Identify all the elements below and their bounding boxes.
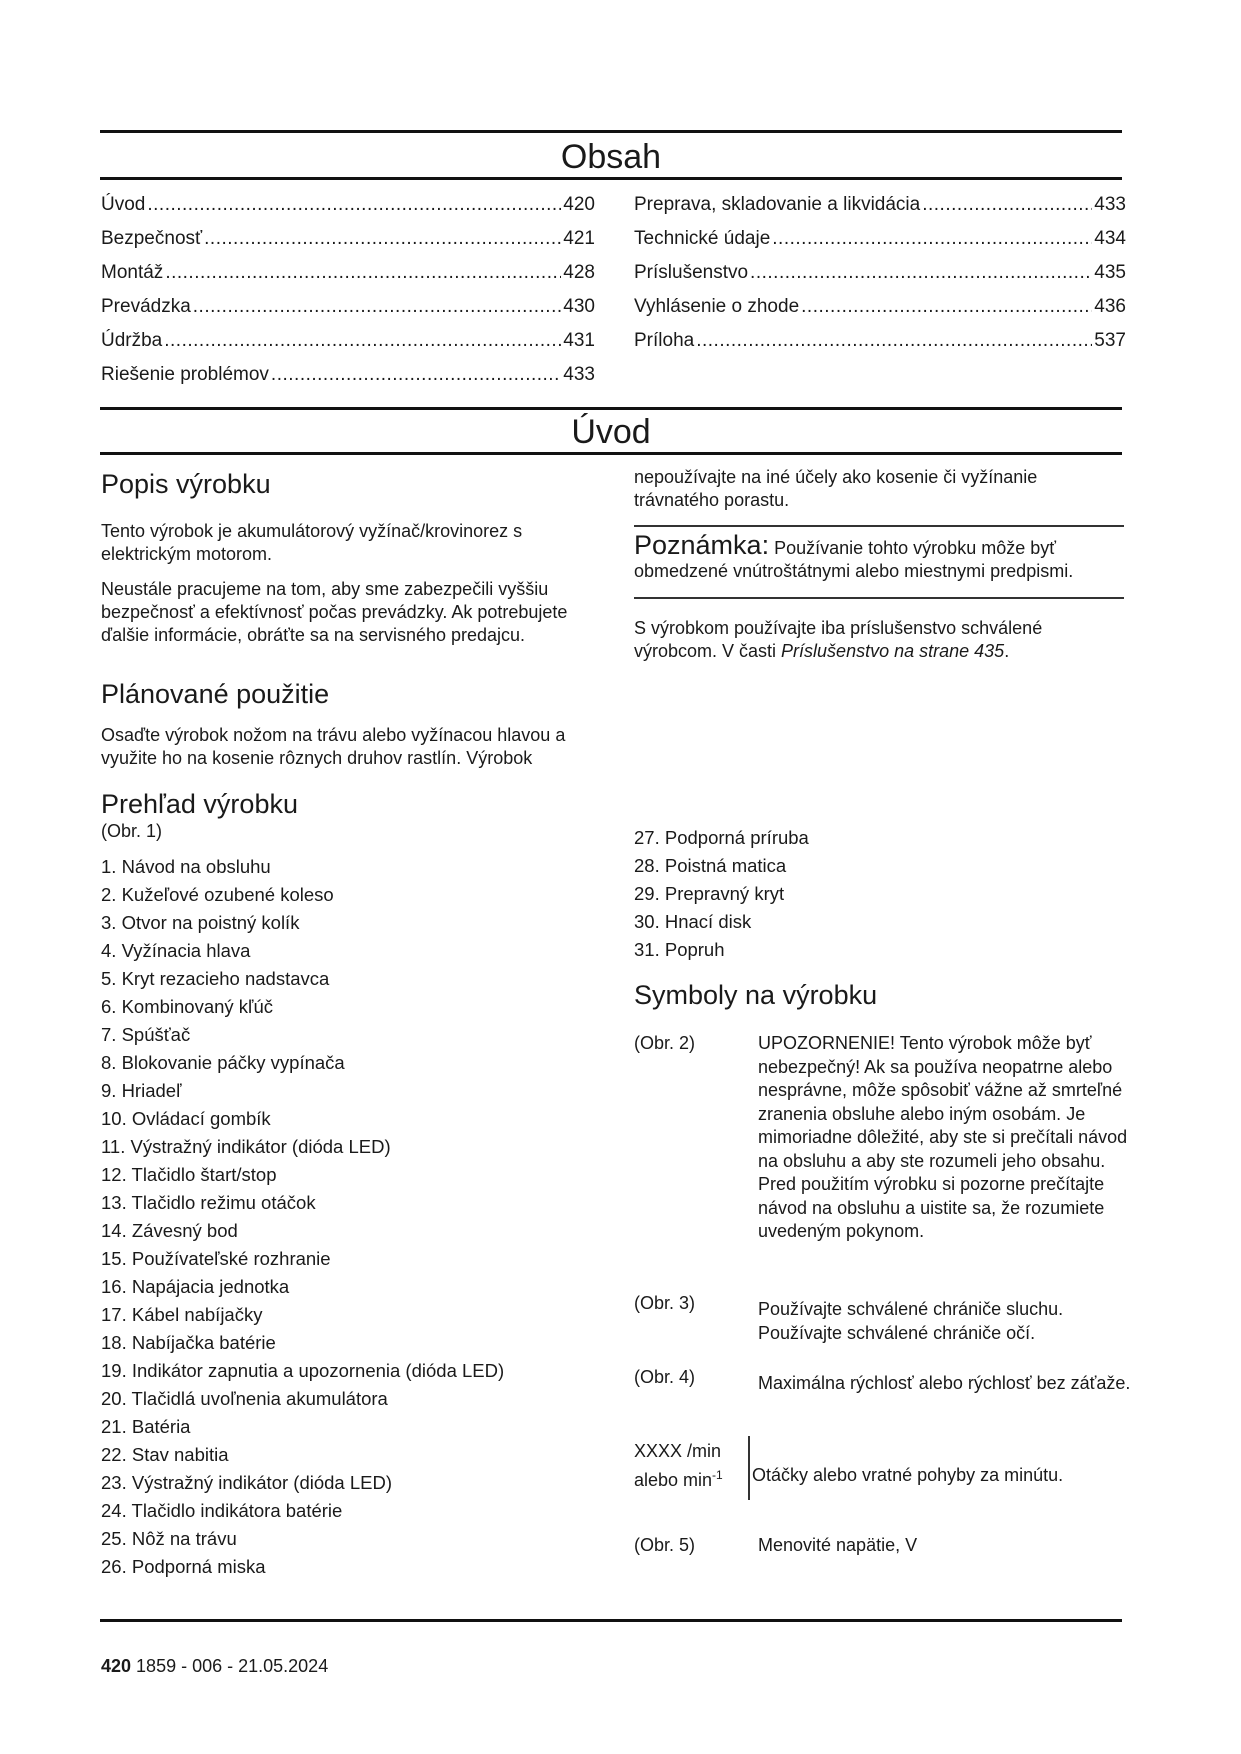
list-item: 16. Napájacia jednotka <box>101 1276 290 1297</box>
toc-leader-dots <box>164 324 561 358</box>
toc-entry-label: Bezpečnosť <box>101 228 203 249</box>
toc-leader-dots <box>696 324 1092 358</box>
toc-leader-dots <box>750 256 1092 290</box>
toc-title-rule <box>100 177 1122 180</box>
list-item: 23. Výstražný indikátor (dióda LED) <box>101 1472 392 1493</box>
symbol-description: Otáčky alebo vratné pohyby za minútu. <box>752 1465 1064 1485</box>
intended-use-text-cont: nepoužívajte na iné účely ako kosenie či vyžínanie trávnatého porastu. <box>634 467 1038 510</box>
toc-leader-dots <box>165 256 561 290</box>
intended-use-text: Osaďte výrobok nožom na trávu alebo vyžínacou hlavou a využite ho na kosenie rôznych druhov rastlín. Výrobok <box>101 725 566 768</box>
list-item: 15. Používateľské rozhranie <box>101 1248 331 1269</box>
product-description-heading: Popis výrobku <box>101 469 271 499</box>
toc-leader-dots <box>271 358 561 392</box>
symbol-ref: (Obr. 2) <box>634 1033 696 1053</box>
intro-title: Úvod <box>571 413 651 451</box>
symbol-divider <box>748 1436 750 1500</box>
symbol-description: Maximálna rýchlosť alebo rýchlosť bez záťaže. <box>758 1373 1131 1393</box>
product-overview-heading: Prehľad výrobku <box>101 789 298 819</box>
toc-entry-page: 435 <box>1094 262 1126 283</box>
list-item: 17. Kábel nabíjačky <box>101 1304 263 1325</box>
toc-entry-label: Preprava, skladovanie a likvidácia <box>634 194 921 215</box>
toc-entry-label: Riešenie problémov <box>101 364 269 385</box>
toc-entry-page: 433 <box>1094 194 1126 215</box>
toc-entry-page: 421 <box>563 228 595 249</box>
list-item: 3. Otvor na poistný kolík <box>101 912 300 933</box>
list-item: 10. Ovládací gombík <box>101 1108 271 1129</box>
list-item: 29. Prepravný kryt <box>634 883 785 904</box>
toc-title: Obsah <box>560 138 662 176</box>
list-item: 12. Tlačidlo štart/stop <box>101 1164 277 1185</box>
product-overview-continued <box>634 824 1126 964</box>
toc-entry-label: Údržba <box>101 330 163 351</box>
toc-entry-label: Prevádzka <box>101 296 191 317</box>
toc-entry[interactable] <box>634 222 1126 256</box>
symbol-ref-line2: alebo min <box>634 1469 713 1490</box>
toc-entry-label: Príslušenstvo <box>634 262 749 283</box>
note-label: Poznámka: <box>634 530 770 560</box>
symbol-ref: (Obr. 5) <box>634 1535 696 1555</box>
accessories-link[interactable]: Príslušenstvo na strane 435 <box>781 641 1005 661</box>
list-item: 28. Poistná matica <box>634 855 787 876</box>
product-description-p2: Neustále pracujeme na tom, aby sme zabezpečili vyššiu bezpečnosť a efektívnosť počas prevádzky. Ak potrebujete ďalšie informácie, obráťte sa na servisného predajcu. <box>101 579 568 645</box>
intended-use <box>101 678 601 770</box>
toc-entry-label: Príloha <box>634 330 695 351</box>
list-item: 31. Popruh <box>634 939 725 960</box>
toc-entry[interactable] <box>634 290 1126 324</box>
footer-rule <box>100 1619 1122 1622</box>
list-item: 18. Nabíjačka batérie <box>101 1332 276 1353</box>
toc-entry-page: 428 <box>563 262 595 283</box>
accessories-text: S výrobkom používajte iba príslušenstvo schválené výrobcom. V časti <box>634 618 1043 661</box>
list-item: 2. Kužeľové ozubené koleso <box>101 884 334 905</box>
list-item: 24. Tlačidlo indikátora batérie <box>101 1500 343 1521</box>
toc-entry[interactable] <box>634 188 1126 222</box>
intro-title-rule <box>100 452 1122 455</box>
list-item: 14. Závesný bod <box>101 1220 238 1241</box>
toc-entry-page: 433 <box>563 364 595 385</box>
toc-entry-label: Montáž <box>101 262 164 283</box>
toc-entry-page: 434 <box>1094 228 1126 249</box>
product-description-p1: Tento výrobok je akumulátorový vyžínač/krovinorez s elektrickým motorom. <box>101 521 523 564</box>
toc-entry-page: 430 <box>563 296 595 317</box>
symbol-description: UPOZORNENIE! Tento výrobok môže byť nebezpečný! Ak sa používa neopatrne alebo nesprávne, môže spôsobiť vážne až smrteľné zranenia obsluhe alebo iným osobám. Je mimoriadne dôležité, aby ste si prečítali návod na obsluhu a aby ste rozumeli jeho obsahu. Pred použitím výrobku si pozorne prečítajte návod na obsluhu a uistite sa, že rozumiete uvedeným pokynom. <box>758 1033 1128 1241</box>
list-item: 20. Tlačidlá uvoľnenia akumulátora <box>101 1388 388 1409</box>
toc-leader-dots <box>204 222 561 256</box>
list-item: 11. Výstražný indikátor (dióda LED) <box>101 1136 391 1157</box>
product-overview <box>101 788 601 1581</box>
symbol-ref <box>634 1440 744 1492</box>
footer-page-number: 420 <box>101 1656 132 1676</box>
list-item: 22. Stav nabitia <box>101 1444 229 1465</box>
toc-entry-label: Úvod <box>101 194 146 215</box>
list-item: 27. Podporná príruba <box>634 827 809 848</box>
toc-entry-page: 436 <box>1094 296 1126 317</box>
list-item: 5. Kryt rezacieho nadstavca <box>101 968 330 989</box>
top-rule <box>100 130 1122 133</box>
list-item: 7. Spúšťač <box>101 1024 191 1045</box>
toc-entry[interactable] <box>101 324 595 358</box>
accessories-end: . <box>1004 641 1010 661</box>
page-footer <box>101 1656 328 1677</box>
note-text: Používanie tohto výrobku môže byť obmedzené vnútroštátnymi alebo miestnymi predpismi. <box>634 538 1074 581</box>
product-overview-figure-ref: (Obr. 1) <box>101 821 163 841</box>
list-item: 13. Tlačidlo režimu otáčok <box>101 1192 316 1213</box>
symbols-heading: Symboly na výrobku <box>634 980 878 1010</box>
intended-use-continued <box>634 466 1126 512</box>
toc-leader-dots <box>801 290 1092 324</box>
toc-entry[interactable] <box>101 358 595 392</box>
symbol-description: Používajte schválené chrániče sluchu. Používajte schválené chrániče očí. <box>758 1299 1064 1343</box>
toc-right-column <box>634 188 1126 358</box>
note-bottom-rule <box>634 597 1124 599</box>
list-item: 30. Hnací disk <box>634 911 752 932</box>
toc-entry[interactable] <box>101 188 595 222</box>
list-item: 4. Vyžínacia hlava <box>101 940 251 961</box>
toc-leader-dots <box>922 188 1092 222</box>
overview-list-left <box>101 853 601 1581</box>
toc-entry[interactable] <box>101 256 595 290</box>
symbols-section <box>634 979 1126 1011</box>
list-item: 8. Blokovanie páčky vypínača <box>101 1052 345 1073</box>
toc-leader-dots <box>772 222 1092 256</box>
symbol-ref: (Obr. 4) <box>634 1367 696 1387</box>
toc-entry[interactable] <box>634 324 1126 358</box>
intro-top-rule <box>100 407 1122 410</box>
toc-left-column <box>101 188 595 392</box>
toc-entry-page: 431 <box>563 330 595 351</box>
product-description <box>101 468 601 647</box>
symbol-ref: (Obr. 3) <box>634 1293 696 1313</box>
list-item: 19. Indikátor zapnutia a upozornenia (dióda LED) <box>101 1360 505 1381</box>
list-item: 9. Hriadeľ <box>101 1080 182 1101</box>
overview-list-right <box>634 824 1126 964</box>
toc-leader-dots <box>147 188 561 222</box>
footer-doc-id: 1859 - 006 - 21.05.2024 <box>131 1656 329 1676</box>
accessories-note <box>634 617 1126 663</box>
list-item: 26. Podporná miska <box>101 1556 266 1577</box>
toc-entry-label: Vyhlásenie o zhode <box>634 296 800 317</box>
toc-entry[interactable] <box>101 290 595 324</box>
toc-entry-page: 537 <box>1094 330 1126 351</box>
note-top-rule <box>634 525 1124 527</box>
list-item: 21. Batéria <box>101 1416 191 1437</box>
toc-entry[interactable] <box>634 256 1126 290</box>
symbol-description: Menovité napätie, V <box>758 1535 918 1555</box>
symbol-ref-line1: XXXX /min <box>634 1441 722 1461</box>
list-item: 1. Návod na obsluhu <box>101 856 271 877</box>
note-block <box>634 530 1126 583</box>
intended-use-heading: Plánované použitie <box>101 679 330 709</box>
toc-leader-dots <box>193 290 562 324</box>
toc-entry[interactable] <box>101 222 595 256</box>
toc-entry-label: Technické údaje <box>634 228 771 249</box>
symbol-ref-sup: -1 <box>712 1467 723 1482</box>
toc-entry-page: 420 <box>563 194 595 215</box>
list-item: 25. Nôž na trávu <box>101 1528 237 1549</box>
list-item: 6. Kombinovaný kľúč <box>101 996 273 1017</box>
